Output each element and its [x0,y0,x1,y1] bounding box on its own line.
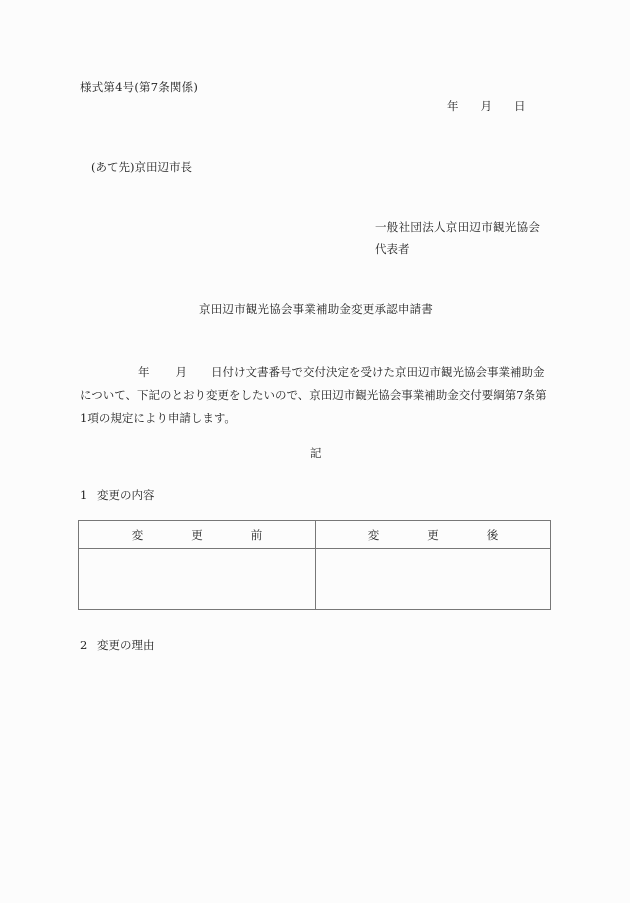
before-content-cell[interactable] [79,549,316,609]
date-year-label: 年 [447,99,459,113]
form-number: 様式第4号(第7条関係) [80,80,199,94]
application-body [80,361,552,430]
header-char: 前 [250,527,263,542]
header-char: 後 [486,527,499,542]
body-line-1-text: 日付け文書番号で交付決定を受けた京田辺市観光協会事業補助金 [211,365,545,379]
date-month-label: 月 [480,99,492,113]
section-title: 変更の内容 [97,488,155,502]
column-header-after [316,521,550,549]
date-day-label: 日 [514,99,526,113]
body-line-1 [80,361,552,384]
section-heading-change-content [80,488,155,502]
header-char: 変 [131,527,144,542]
section-number: 1 [80,488,88,502]
date-line [447,99,526,113]
header-char: 更 [191,527,203,542]
after-content-cell[interactable] [316,549,550,609]
body-month-label: 月 [175,365,187,379]
section-heading-change-reason [80,638,155,652]
applicant-organization: 一般社団法人京田辺市観光協会 [375,220,541,234]
column-header-before [79,521,316,549]
body-line-3: 1項の規定により申請します。 [80,411,236,425]
header-char: 更 [427,527,439,542]
addressee: (あて先)京田辺市長 [91,160,192,174]
body-year-label: 年 [138,365,150,379]
ki-heading: 記 [310,446,322,460]
header-char: 変 [367,527,380,542]
change-table [78,520,551,610]
applicant-representative-label: 代表者 [375,242,410,256]
document-title: 京田辺市観光協会事業補助金変更承認申請書 [199,302,433,316]
body-line-2: について、下記のとおり変更をしたいので、京田辺市観光協会事業補助金交付要綱第7条第 [80,388,547,402]
section-number: 2 [80,638,88,652]
section-title: 変更の理由 [97,638,155,652]
